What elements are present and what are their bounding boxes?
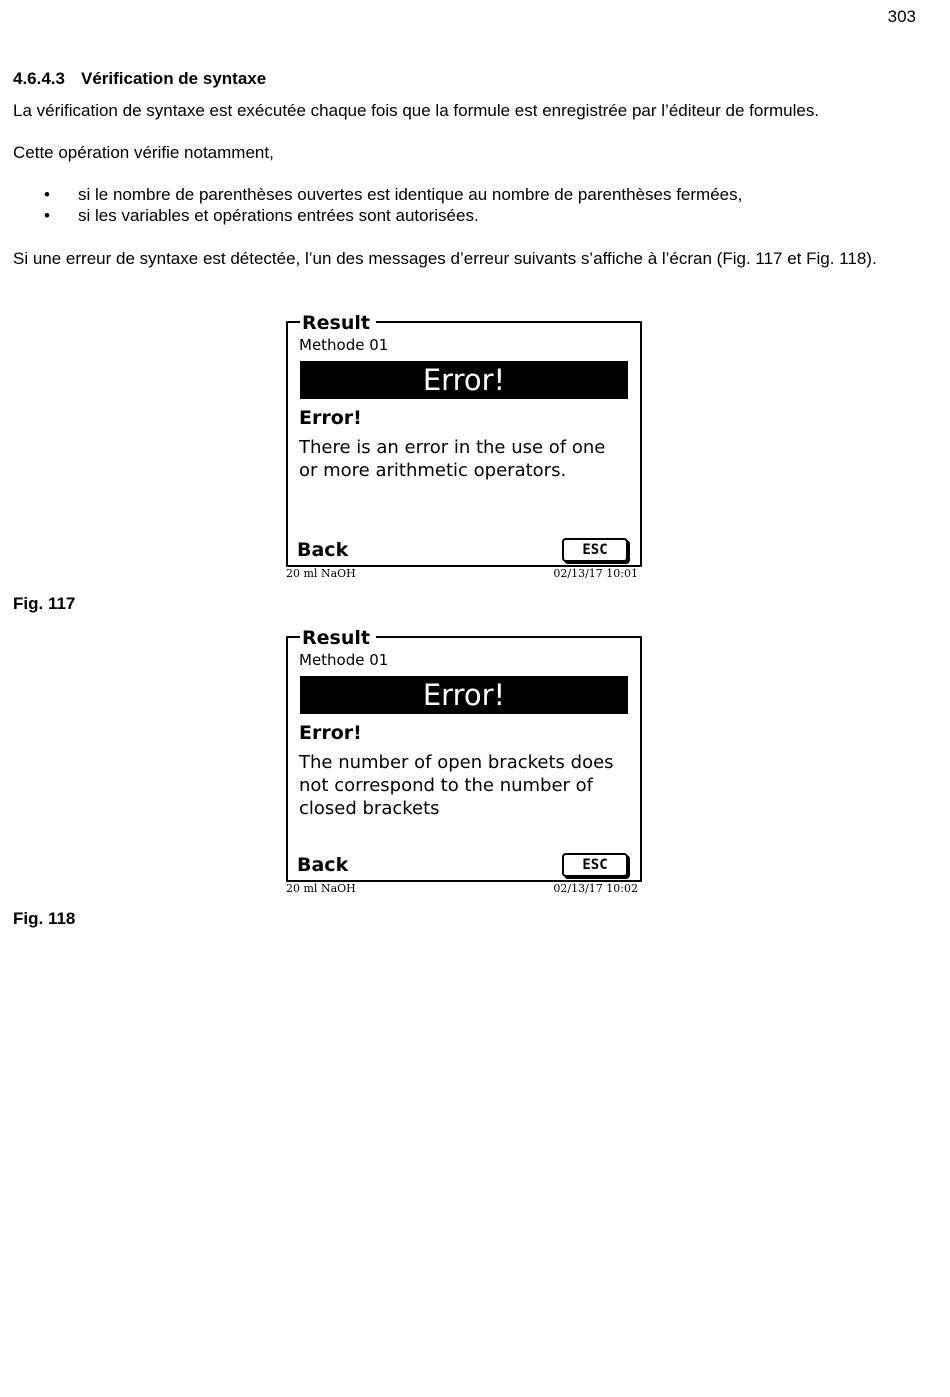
status-reagent: 20 ml NaOH [286,882,356,895]
screen-title: Result [300,627,376,649]
figure-label-118: Fig. 118 [13,909,76,928]
error-banner: Error! [300,361,628,399]
status-reagent: 20 ml NaOH [286,567,356,580]
section-number: 4.6.4.3 [13,69,65,88]
section-heading [13,69,266,89]
result-screen [286,627,642,882]
error-heading: Error! [299,407,362,429]
check-list [13,184,917,226]
back-label: Back [297,854,349,876]
bullet-icon: • [44,206,50,225]
result-screen [286,312,642,567]
error-heading: Error! [299,722,362,744]
status-datetime: 02/13/17 10:02 [553,882,638,895]
error-message: The number of open brackets does not correspond to the number of closed brackets [299,752,614,819]
checks-intro-paragraph: Cette opération vérifie notamment, [13,143,274,162]
intro-paragraph: La vérification de syntaxe est exécutée chaque fois que la formule est enregistrée par l’éditeur de formules. [13,101,820,120]
error-banner: Error! [300,676,628,714]
list-item-text: si le nombre de parenthèses ouvertes est identique au nombre de parenthèses fermées, [78,185,743,204]
back-label: Back [297,539,349,561]
method-name: Methode 01 [299,336,389,354]
list-item [13,205,917,226]
error-message: There is an error in the use of one or more arithmetic operators. [299,437,606,481]
esc-button[interactable]: ESC [562,853,628,877]
section-title: Vérification de syntaxe [81,69,267,88]
list-item-text: si les variables et opérations entrées sont autorisées. [78,206,479,225]
device-screenshot-fig-117 [286,312,642,585]
list-item [13,184,917,205]
page-number: 303 [887,7,916,26]
error-intro-paragraph: Si une erreur de syntaxe est détectée, l’un des messages d’erreur suivants s’affiche à l’écran (Fig. 117 et Fig. 118). [13,249,877,268]
bullet-icon: • [44,185,50,204]
esc-button[interactable]: ESC [562,538,628,562]
figure-label-117: Fig. 117 [13,594,76,613]
status-datetime: 02/13/17 10:01 [553,567,638,580]
screen-title: Result [300,312,376,334]
method-name: Methode 01 [299,651,389,669]
device-screenshot-fig-118 [286,627,642,900]
